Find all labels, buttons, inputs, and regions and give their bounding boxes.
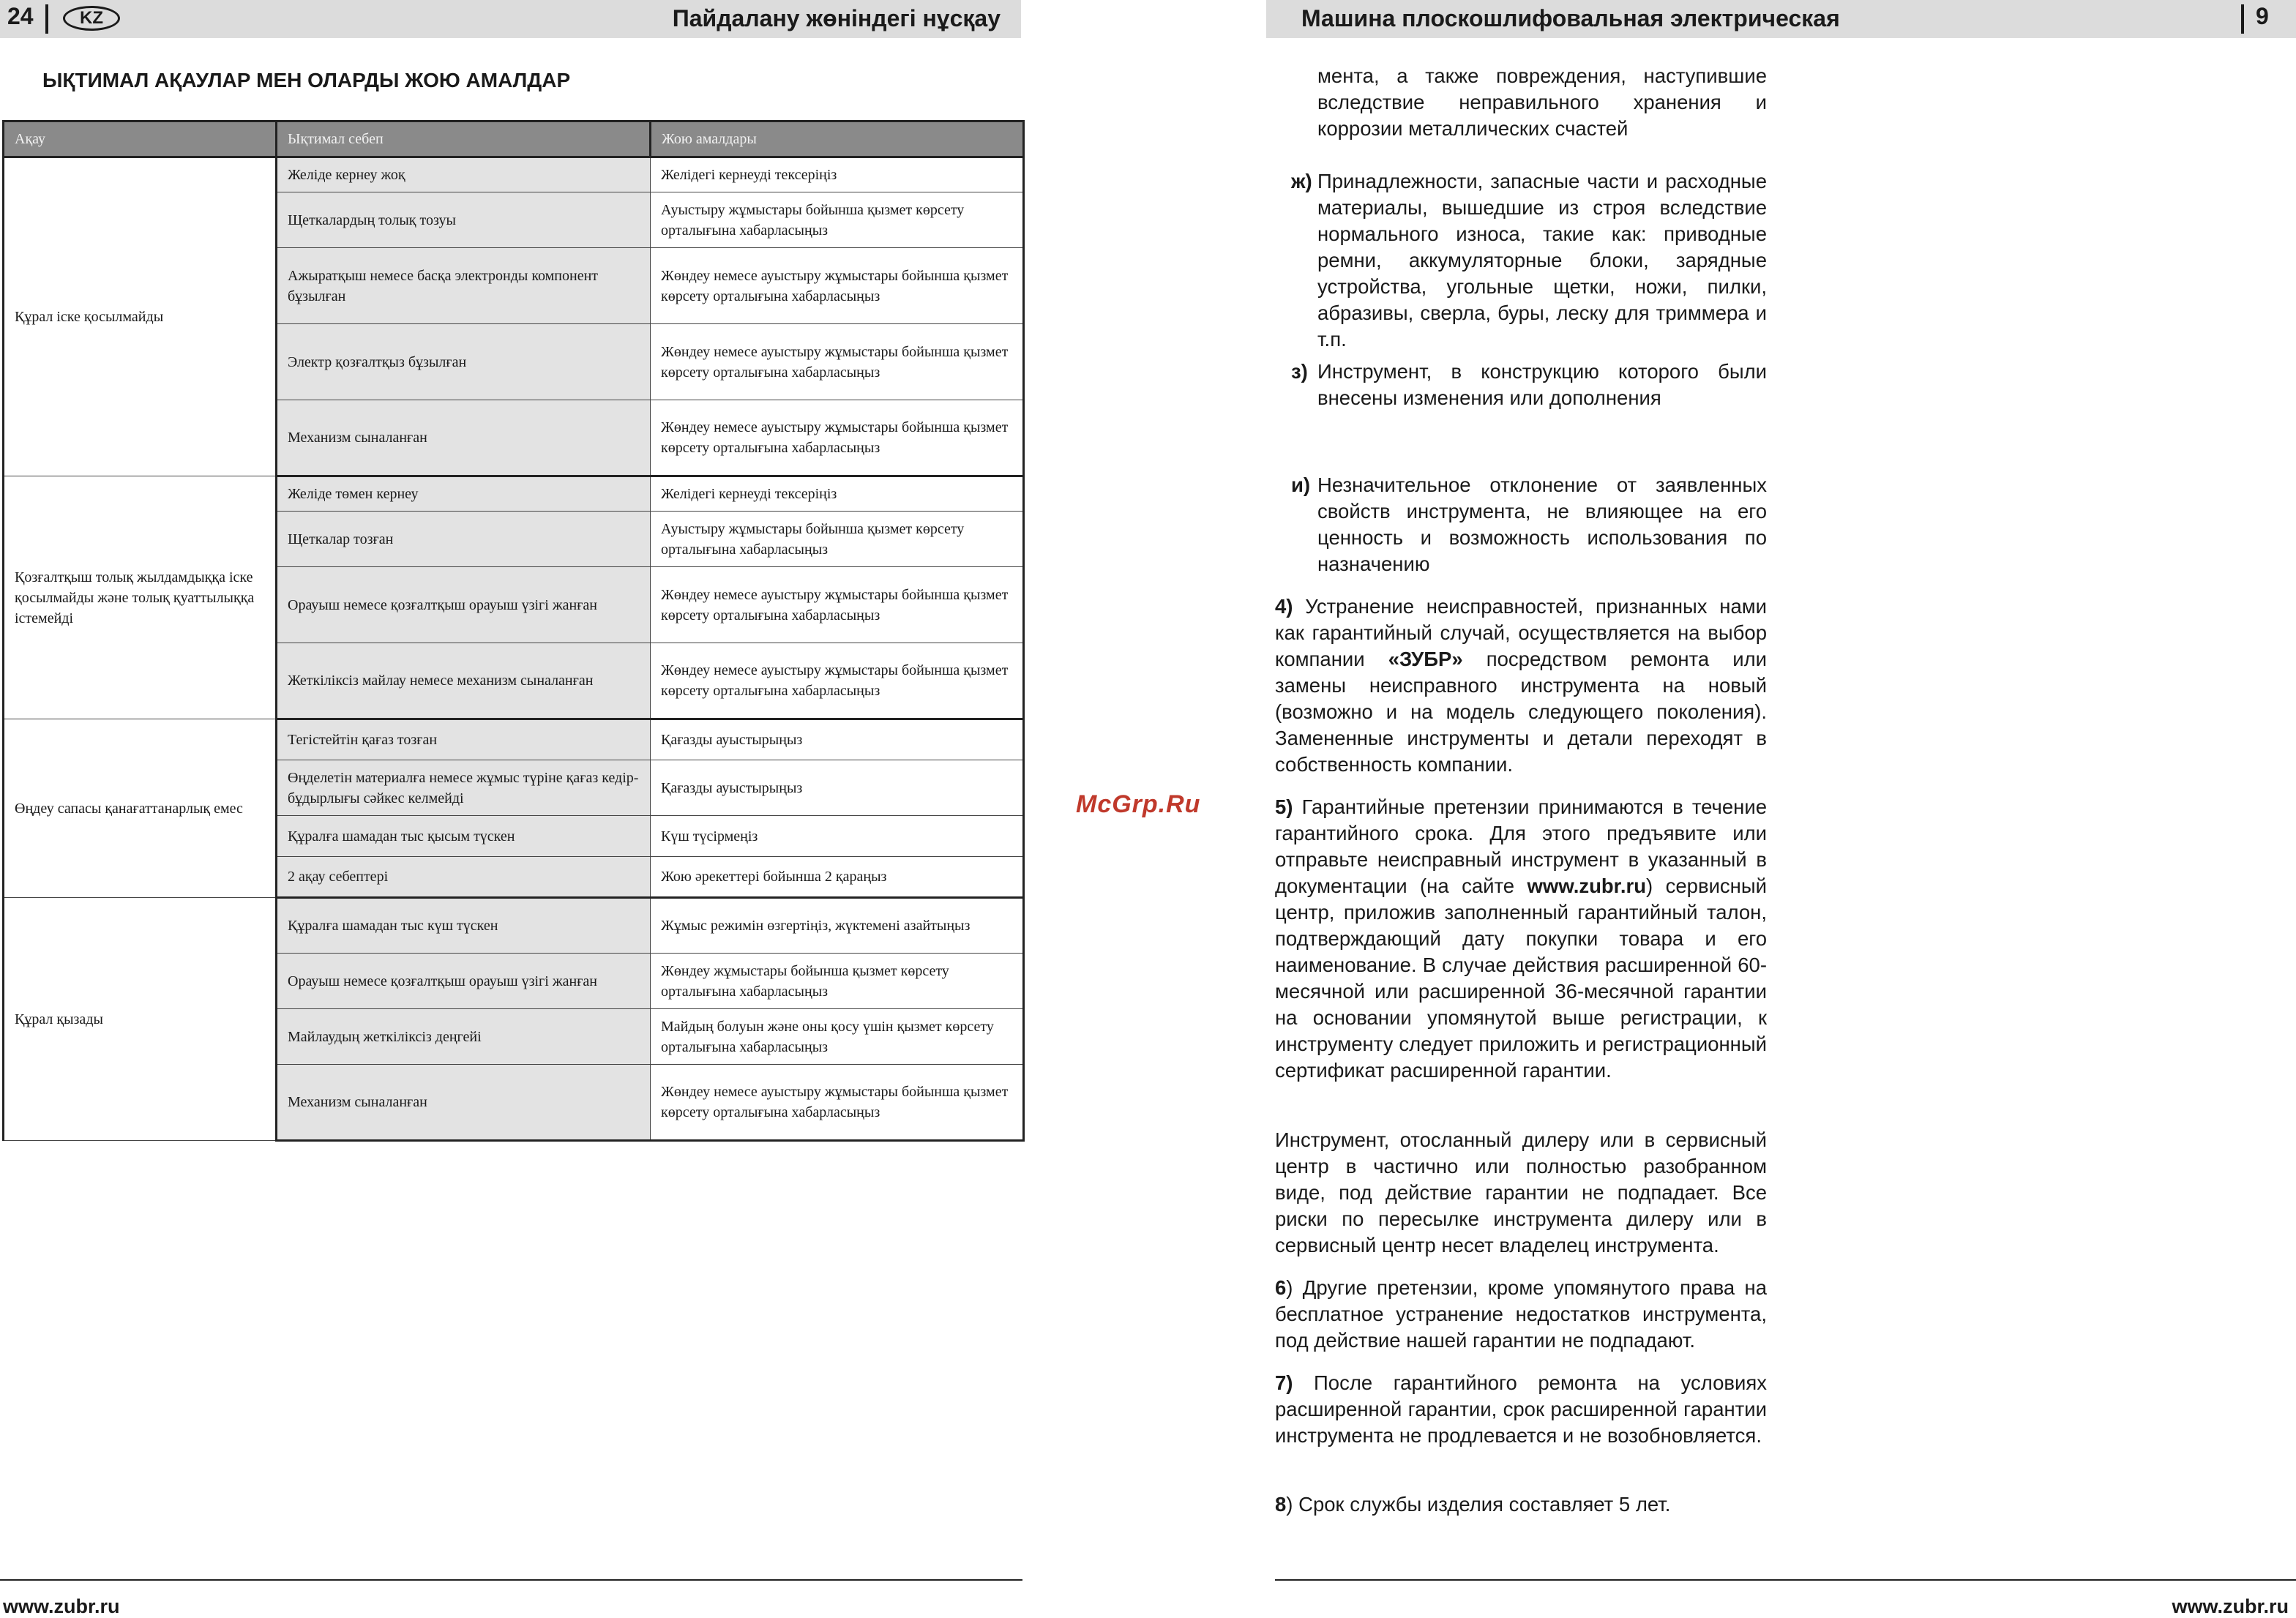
item-i-text: Незначительное отклонение от заявленных свойств инструмента, не влияющее на его ценность и возможность использования по назначению (1317, 473, 1767, 575)
remedy-cell: Майдың болуын және оны қосу үшін қызмет көрсету орталығына хабарласыңыз (651, 1009, 1024, 1065)
cause-cell: Орауыш немесе қозғалтқыш орауыш үзігі жанған (277, 567, 651, 643)
paragraph-6-number: 6 (1275, 1276, 1287, 1299)
remedy-cell: Қағазды ауыстырыңыз (651, 760, 1024, 816)
problem-cell: Құрал іске қосылмайды (4, 157, 277, 476)
cause-cell: Майлаудың жеткіліксіз деңгейі (277, 1009, 651, 1065)
cause-cell: Өңделетін материалға немесе жұмыс түріне қағаз кедір-бұдырлығы сәйкес келмейді (277, 760, 651, 816)
right-footer-rule (1275, 1579, 2296, 1581)
header-divider (45, 4, 48, 34)
remedy-cell: Желідегі кернеуді тексеріңіз (651, 157, 1024, 192)
paragraph-4-text-a: Устранение неисправностей, признанных нами как гарантийный случай, осуществляется на выбор компании (1275, 595, 1768, 670)
paragraph-8-number: 8 (1275, 1493, 1287, 1516)
column-header-problem: Ақау (4, 121, 277, 157)
cause-cell: Щеткалар тозған (277, 512, 651, 567)
paragraph-4-number: 4) (1275, 595, 1293, 618)
paragraph-4 (1275, 593, 1767, 778)
remedy-cell: Жөндеу жұмыстары бойынша қызмет көрсету орталығына хабарласыңыз (651, 954, 1024, 1009)
paragraph-4-text-b: посредством ремонта или замены неисправного инструмента на новый (возможно и на модель следующего поколения). Замененные инструменты и детали переходят в собственность компании. (1275, 648, 1768, 776)
item-i-label: и) (1291, 473, 1311, 496)
paragraph-5 (1275, 794, 1767, 1084)
remedy-cell: Жөндеу немесе ауыстыру жұмыстары бойынша қызмет көрсету орталығына хабарласыңыз (651, 248, 1024, 324)
right-footer-url[interactable]: www.zubr.ru (2172, 1595, 2289, 1617)
left-header-bar (0, 0, 1021, 38)
watermark: McGrp.Ru (1076, 790, 1201, 818)
paragraph-6 (1275, 1275, 1767, 1354)
brand-name: «ЗУБР» (1388, 648, 1463, 670)
paragraph-8-text: ) Срок службы изделия составляет 5 лет. (1286, 1493, 1671, 1516)
column-header-cause: Ықтимал себеп (277, 121, 651, 157)
cause-cell: Желіде төмен кернеу (277, 476, 651, 512)
paragraph-5-text-b: ) сервисный центр, приложив заполненный гарантийный талон, подтверждающий дату покупки товара и его наименование. В случае действия расширенной 60-месячной или расширенной 36-месячной гарантии на основании упомянутой выше регистрации, к инструменту следует приложить и регистрационный сертификат расширенной гарантии. (1275, 874, 1767, 1082)
left-footer-rule (0, 1579, 1022, 1581)
table-row (4, 898, 1024, 954)
table-row (4, 157, 1024, 192)
cause-cell: Желіде кернеу жоқ (277, 157, 651, 192)
cause-cell: Тегістейтін қағаз тозған (277, 719, 651, 760)
remedy-cell: Жөндеу немесе ауыстыру жұмыстары бойынша қызмет көрсету орталығына хабарласыңыз (651, 643, 1024, 719)
right-page-number: 9 (2256, 3, 2269, 29)
cause-cell: Ажыратқыш немесе басқа электронды компонент бұзылған (277, 248, 651, 324)
cause-cell: Құралға шамадан тыс қысым түскен (277, 816, 651, 857)
cause-cell: Механизм сыналанған (277, 400, 651, 476)
cause-cell: Механизм сыналанған (277, 1065, 651, 1141)
cause-cell: Электр қозғалтқыз бұзылған (277, 324, 651, 400)
problem-cell: Қозғалтқыш толық жылдамдыққа іске қосылмайды және толық қуаттылыққа істемейді (4, 476, 277, 719)
table-header-row (4, 121, 1024, 157)
paragraph-5-text-a: Гарантийные претензии принимаются в течение гарантийного срока. Для этого предъявите или отправьте неисправный инструмент в указанный в документации (на сайте (1275, 795, 1767, 897)
left-page (0, 0, 1025, 1617)
site-link[interactable]: www.zubr.ru (1527, 874, 1647, 897)
remedy-cell: Жою әрекеттері бойынша 2 қараңыз (651, 857, 1024, 898)
cause-cell: 2 ақау себептері (277, 857, 651, 898)
troubleshooting-table (2, 120, 1025, 1142)
paragraph-6-text: ) Другие претензии, кроме упомянутого права на бесплатное устранение недостатков инструмента, под действие нашей гарантии не подпадают. (1275, 1276, 1767, 1352)
header-divider (2241, 4, 2244, 34)
remedy-cell: Жөндеу немесе ауыстыру жұмыстары бойынша қызмет көрсету орталығына хабарласыңыз (651, 400, 1024, 476)
paragraph-7-text: После гарантийного ремонта на условиях расширенной гарантии, срок расширенной гарантии инструмента не продлевается и не возобновляется. (1275, 1371, 1767, 1447)
remedy-cell: Жұмыс режимін өзгертіңіз, жүктемені азайтыңыз (651, 898, 1024, 954)
right-header-title: Машина плоскошлифовальная электрическая (1301, 5, 1840, 31)
remedy-cell: Күш түсірмеңіз (651, 816, 1024, 857)
table-row (4, 719, 1024, 760)
right-page (1266, 0, 2296, 1617)
problem-cell: Құрал қызады (4, 898, 277, 1141)
right-header-bar (1266, 0, 2296, 38)
item-zh-label: ж) (1291, 170, 1312, 192)
paragraph-7-number: 7) (1275, 1371, 1293, 1394)
remedy-cell: Ауыстыру жұмыстары бойынша қызмет көрсету орталығына хабарласыңыз (651, 192, 1024, 248)
cause-cell: Щеткалардың толық тозуы (277, 192, 651, 248)
paragraph-8 (1275, 1491, 1767, 1518)
paragraph-5-number: 5) (1275, 795, 1293, 818)
remedy-cell: Ауыстыру жұмыстары бойынша қызмет көрсету орталығына хабарласыңыз (651, 512, 1024, 567)
continuation-text: мента, а также повреждения, наступившие вследствие неправильного хранения и коррозии металлических счастей (1317, 64, 1767, 140)
section-title: ЫҚТИМАЛ АҚАУЛАР МЕН ОЛАРДЫ ЖОЮ АМАЛДАР (42, 69, 571, 91)
cause-cell: Жеткіліксіз майлау немесе механизм сыналанған (277, 643, 651, 719)
table-row (4, 476, 1024, 512)
problem-cell: Өңдеу сапасы қанағаттанарлық емес (4, 719, 277, 898)
remedy-cell: Жөндеу немесе ауыстыру жұмыстары бойынша қызмет көрсету орталығына хабарласыңыз (651, 567, 1024, 643)
cause-cell: Орауыш немесе қозғалтқыш орауыш үзігі жанған (277, 954, 651, 1009)
remedy-cell: Қағазды ауыстырыңыз (651, 719, 1024, 760)
left-page-number: 24 (7, 3, 34, 29)
paragraph-7 (1275, 1370, 1767, 1449)
language-badge: KZ (63, 6, 120, 31)
column-header-remedy: Жою амалдары (651, 121, 1024, 157)
cause-cell: Құралға шамадан тыс күш түскен (277, 898, 651, 954)
remedy-cell: Жөндеу немесе ауыстыру жұмыстары бойынша қызмет көрсету орталығына хабарласыңыз (651, 324, 1024, 400)
left-header-title: Пайдалану жөніндегі нұсқау (672, 5, 1001, 31)
remedy-cell: Жөндеу немесе ауыстыру жұмыстары бойынша қызмет көрсету орталығына хабарласыңыз (651, 1065, 1024, 1141)
item-z-text: Инструмент, в конструкцию которого были внесены изменения или дополнения (1317, 360, 1767, 409)
remedy-cell: Желідегі кернеуді тексеріңіз (651, 476, 1024, 512)
paragraph-dealer: Инструмент, отосланный дилеру или в сервисный центр в частично или полностью разобранном виде, под действие гарантии не подпадает. Все риски по пересылке инструмента дилеру или в сервисный центр несет владелец инструмента. (1275, 1128, 1767, 1256)
item-zh-text: Принадлежности, запасные части и расходные материалы, вышедшие из строя вследствие нормального износа, такие как: приводные ремни, аккумуляторные блоки, зарядные устройства, угольные щетки, ножи, пилки, абразивы, сверла, буры, леску для триммера и т.п. (1317, 170, 1767, 351)
item-z-label: з) (1291, 360, 1308, 383)
left-footer-url[interactable]: www.zubr.ru (3, 1595, 120, 1617)
